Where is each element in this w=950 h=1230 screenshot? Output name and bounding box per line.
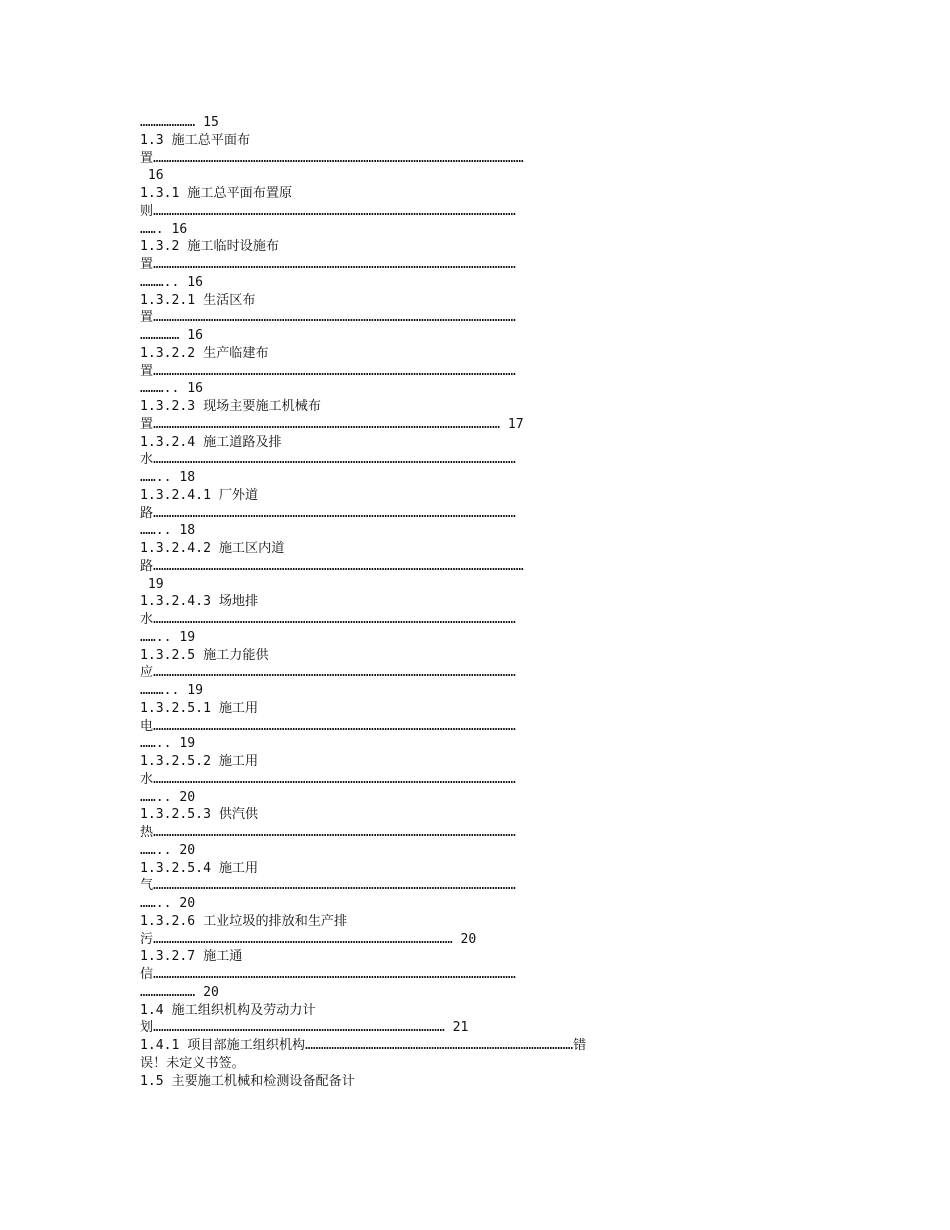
toc-line: 1.3.2.5.1 施工用 bbox=[140, 700, 259, 716]
toc-line: 路………………………………………………………………………………………………………………………… bbox=[140, 505, 516, 521]
toc-line: ………………… 20 bbox=[140, 984, 219, 1000]
toc-line: 1.3.2.1 生活区布 bbox=[140, 292, 256, 308]
toc-page bbox=[140, 114, 820, 1090]
toc-line: 19 bbox=[140, 576, 164, 592]
toc-line: 1.3.2.3 现场主要施工机械布 bbox=[140, 399, 321, 414]
toc-line: 污…………………………………………………………………………………………………… 20 bbox=[140, 931, 477, 947]
toc-line: 1.3.2.5.3 供汽供 bbox=[140, 807, 259, 823]
toc-line: 1.3.2.4 施工道路及排 bbox=[140, 434, 282, 450]
toc-line: 1.3.2.2 生产临建布 bbox=[140, 345, 269, 361]
toc-line: …….. 20 bbox=[140, 789, 196, 805]
toc-line: 置………………………………………………………………………………………………………………………… bbox=[140, 257, 516, 272]
toc-line: 1.4.1 项目部施工组织机构…………………………………………………………………………………………错 bbox=[140, 1038, 587, 1053]
toc-line: 1.3.2.4.1 厂外道 bbox=[140, 487, 259, 503]
toc-line: 应………………………………………………………………………………………………………………………… bbox=[140, 665, 516, 681]
toc-line: 1.5 主要施工机械和检测设备配备计 bbox=[140, 1073, 355, 1089]
toc-line: 1.3.2.6 工业垃圾的排放和生产排 bbox=[140, 913, 348, 929]
toc-line: 1.3.2.5.2 施工用 bbox=[140, 754, 259, 769]
toc-line: ……….. 16 bbox=[140, 381, 204, 397]
toc-line: 划………………………………………………………………………………………………… 21 bbox=[140, 1020, 469, 1036]
toc-line: 1.3.2.4.3 场地排 bbox=[140, 594, 259, 610]
toc-line: 路…………………………………………………………………………………………………………………………… bbox=[140, 558, 524, 574]
toc-line: …….. 18 bbox=[140, 523, 196, 539]
toc-line: 1.3.2.5.4 施工用 bbox=[140, 860, 259, 876]
toc-line: 水………………………………………………………………………………………………………………………… bbox=[140, 452, 516, 468]
toc-line: …….. 20 bbox=[140, 896, 196, 911]
toc-line: 置…………………………………………………………………………………………………………………………… bbox=[140, 150, 524, 166]
toc-line: …….. 19 bbox=[140, 629, 196, 645]
toc-line: 气………………………………………………………………………………………………………………………… bbox=[140, 878, 516, 894]
toc-line: ……….. 16 bbox=[140, 274, 204, 290]
toc-line: 1.3 施工总平面布 bbox=[140, 132, 251, 148]
toc-line: …….. 18 bbox=[140, 470, 196, 485]
toc-line: …………… 16 bbox=[140, 328, 204, 343]
toc-line: 置………………………………………………………………………………………………………………………… bbox=[140, 310, 516, 326]
toc-line: 1.3.2.5 施工力能供 bbox=[140, 647, 269, 663]
toc-line: …….. 19 bbox=[140, 736, 196, 752]
toc-line: 置…………………………………………………………………………………………………………………… 17 bbox=[140, 416, 524, 432]
toc-line: 水………………………………………………………………………………………………………………………… bbox=[140, 771, 516, 787]
toc-line: 水………………………………………………………………………………………………………………………… bbox=[140, 612, 516, 627]
toc-line: 1.4 施工组织机构及劳动力计 bbox=[140, 1002, 316, 1018]
toc-line: ………………… 15 bbox=[140, 115, 219, 130]
toc-line: 热………………………………………………………………………………………………………………………… bbox=[140, 825, 516, 840]
toc-line: ……….. 19 bbox=[140, 683, 204, 698]
toc-line: 信………………………………………………………………………………………………………………………… bbox=[140, 967, 516, 982]
toc-line: …….. 20 bbox=[140, 842, 196, 858]
toc-line: 电………………………………………………………………………………………………………………………… bbox=[140, 718, 516, 734]
toc-line: 1.3.2 施工临时设施布 bbox=[140, 239, 279, 255]
toc-line: 1.3.2.4.2 施工区内道 bbox=[140, 541, 285, 556]
toc-line: 则………………………………………………………………………………………………………………………… bbox=[140, 203, 516, 219]
toc-line: 误！未定义书签。 bbox=[140, 1055, 245, 1071]
toc-line: 1.3.1 施工总平面布置原 bbox=[140, 186, 293, 201]
toc-line: 16 bbox=[140, 168, 164, 184]
toc-line: 置………………………………………………………………………………………………………………………… bbox=[140, 363, 516, 379]
toc-line: ……. 16 bbox=[140, 221, 188, 237]
toc-line: 1.3.2.7 施工通 bbox=[140, 949, 243, 965]
